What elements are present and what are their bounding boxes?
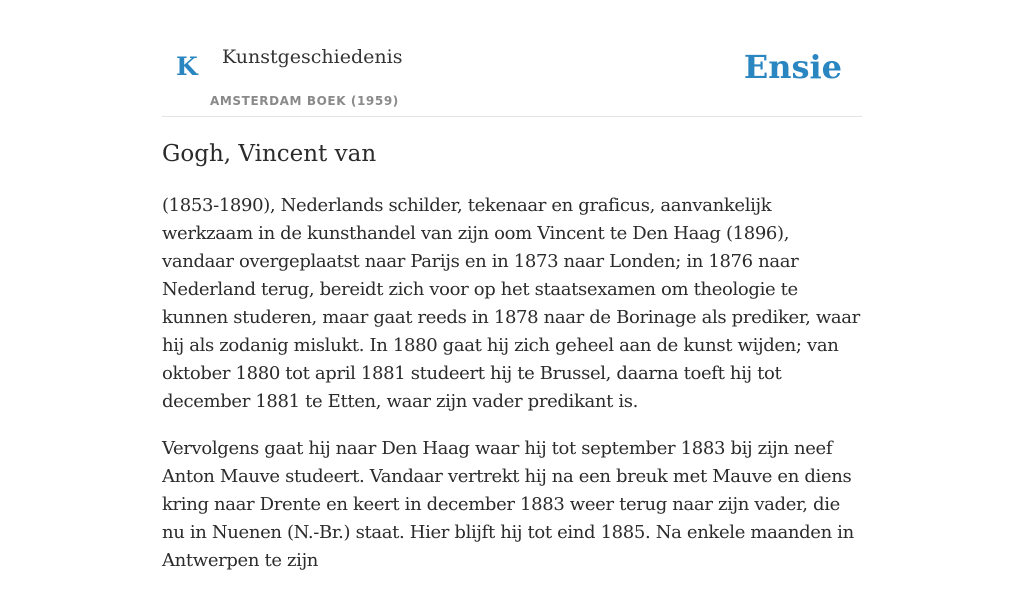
source-label: AMSTERDAM BOEK (1959) [210,94,399,108]
page-title: Gogh, Vincent van [162,141,377,167]
paragraph: Vervolgens gaat hij naar Den Haag waar hij tot september 1883 bij zijn neef Anton Mauve studeert. Vandaar vertrekt hij na een breuk met Mauve en diens kring naar Drente en keert in december 1883 weer terug naar zijn vader, die nu in Nuenen (N.-Br.) staat. Hier blijft hij tot eind 1885. Na enkele maanden in Antwerpen te zijn [162,438,854,571]
header [162,0,862,117]
category-logo[interactable]: K [176,52,198,81]
ensie-logo[interactable]: Ensie [743,48,842,86]
paragraph: (1853-1890), Nederlands schilder, tekenaar en graficus, aanvankelijk werkzaam in de kunsthandel van zijn oom Vincent te Den Haag (1896), vandaar overgeplaatst naar Parijs en in 1873 naar Londen; in 1876 naar Nederland terug, bereidt zich voor op het staatsexamen om theologie te kunnen studeren, maar gaat reeds in 1878 naar de Borinage als prediker, waar hij als zodanig mislukt. In 1880 gaat hij zich geheel aan de kunst wijden; van oktober 1880 tot april 1881 studeert hij te Brussel, daarna toeft hij tot december 1881 te Etten, waar zijn vader predikant is. [162,195,860,412]
page [162,0,862,571]
category-link[interactable]: Kunstgeschiedenis [222,46,403,68]
article-body [162,192,862,594]
